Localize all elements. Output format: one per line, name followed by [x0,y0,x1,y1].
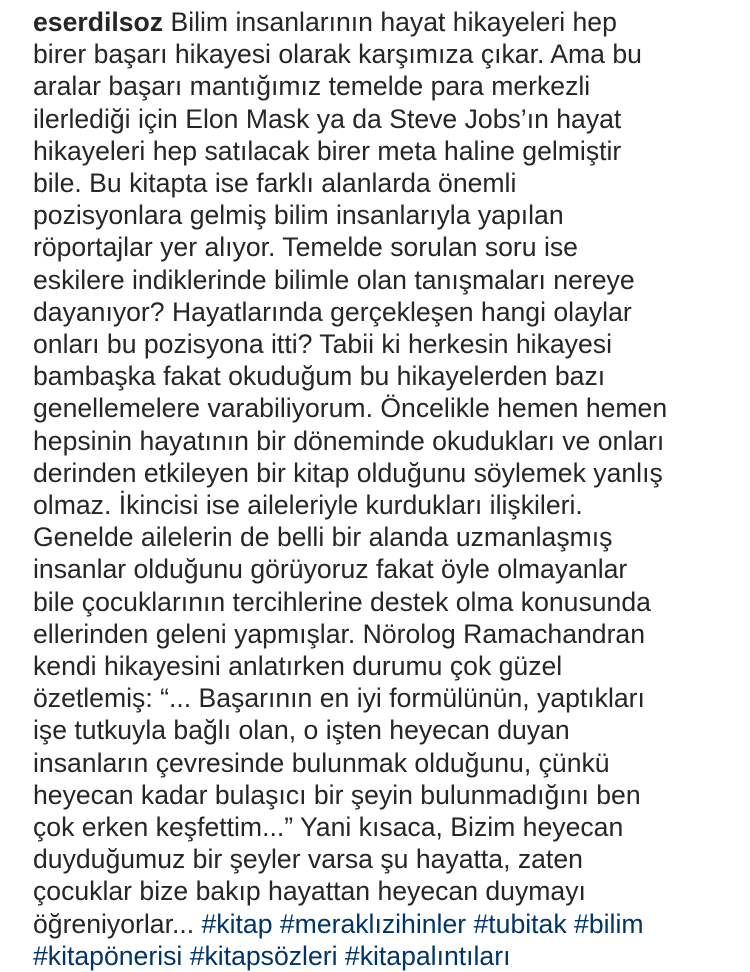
username-link[interactable]: eserdilsoz [33,7,164,37]
hashtag-link[interactable]: #kitapsözleri [189,940,338,971]
post-caption [33,6,733,972]
hashtag-link[interactable]: #tubitak [473,908,567,939]
hashtag-link[interactable]: #kitap [201,908,273,939]
hashtag-link[interactable]: #meraklızihinler [279,908,467,939]
hashtag-link[interactable]: #bilim [574,908,644,939]
hashtag-link[interactable]: #kitapönerisi [33,940,183,971]
hashtag-link[interactable]: #kitapalıntıları [344,940,511,971]
caption-text: Bilim insanlarının hayat hikayeleri hep birer başarı hikayesi olarak karşımıza çıkar. Ama bu aralar başarı mantığımız temelde para merkezli ilerlediği için Elon Mask ya da Steve Jobs’ın hayat hikayeleri hep satılacak birer meta haline gelmiştir bile. Bu kitapta ise farklı alanlarda önemli pozisyonlara gelmiş bilim insanlarıyla yapılan röportajlar yer alıyor. Temelde sorulan soru ise eskilere indiklerinde bilimle olan tanışmaları nereye dayanıyor? Hayatlarında gerçekleşen hangi olaylar onları bu pozisyona itti? Tabii ki herkesin hikayesi bambaşka fakat okuduğum bu hikayelerden bazı genellemelere varabiliyorum. Öncelikle hemen hemen hepsinin hayatının bir döneminde okudukları ve onları derinden etkileyen bir kitap olduğunu söylemek yanlış olmaz. İkincisi ise aileleriyle kurdukları ilişkileri. Genelde ailelerin de belli bir alanda uzmanlaşmış insanlar olduğunu görüyoruz fakat öyle olmayanlar bile çocuklarının tercihlerine destek olma konusunda ellerinden geleni yapmışlar. Nörolog Ramachandran kendi hikayesini anlatırken durumu çok güzel özetlemiş: “... Başarının en iyi formülünün, yaptıkları işe tutkuyla bağlı olan, o işten heyecan duyan insanların çevresinde bulunmak olduğunu, çünkü heyecan kadar bulaşıcı bir şeyin bulunmadığını ben çok erken keşfettim...” Yani kısaca, Bizim heyecan duyduğumuz bir şeyler varsa şu hayatta, zaten çocuklar bize bakıp hayattan heyecan duymayı öğreniyorlar... [33,7,668,939]
